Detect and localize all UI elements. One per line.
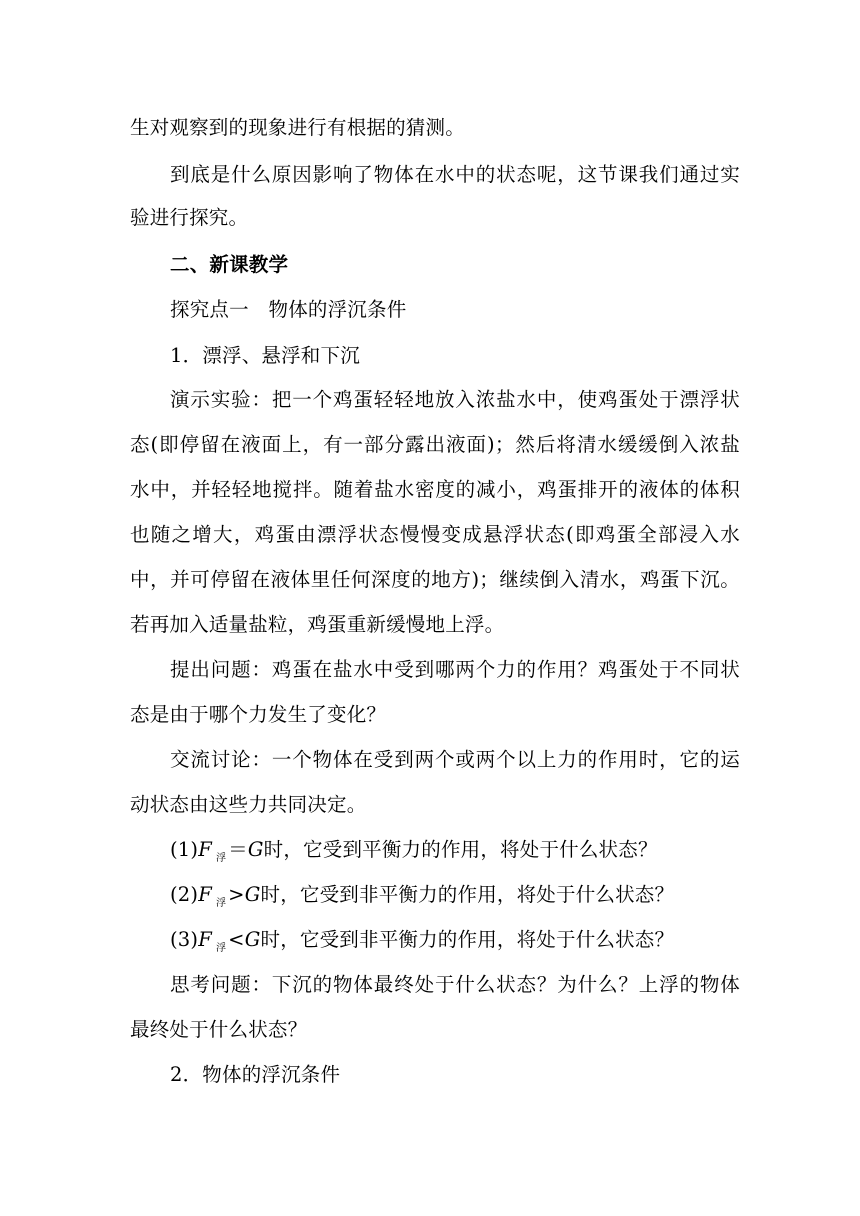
paragraph-line: 思考问题：下沉的物体最终处于什么状态？为什么？上浮的物体: [170, 973, 740, 996]
subsection-heading: 探究点一 物体的浮沉条件: [170, 298, 407, 321]
buoyancy-subscript: 浮: [215, 898, 227, 909]
subsection-heading: 2．物体的浮沉条件: [170, 1063, 341, 1086]
gravity-symbol: G: [247, 838, 264, 861]
paragraph-line: 中，并可停留在液体里任何深度的地方)；继续倒入清水，鸡蛋下沉。: [130, 568, 740, 591]
condition-text: 时，它受到非平衡力的作用，将处于什么状态？: [260, 883, 675, 906]
paragraph-line: 也随之增大，鸡蛋由漂浮状态慢慢变成悬浮状态(即鸡蛋全部浸入水: [130, 523, 740, 546]
paragraph-line: 动状态由这些力共同决定。: [130, 793, 367, 816]
condition-number: (1): [170, 838, 199, 861]
subsection-heading: 1．漂浮、悬浮和下沉: [170, 344, 360, 367]
paragraph-line: 验进行探究。: [130, 206, 249, 229]
condition-line-2: [170, 881, 740, 913]
condition-text: 时，它受到非平衡力的作用，将处于什么状态？: [260, 928, 675, 951]
paragraph-line: 最终处于什么状态？: [130, 1018, 308, 1041]
paragraph-line: 提出问题：鸡蛋在盐水中受到哪两个力的作用？鸡蛋处于不同状: [170, 658, 740, 681]
force-symbol: F: [198, 838, 212, 861]
paragraph-line: 到底是什么原因影响了物体在水中的状态呢，这节课我们通过实: [170, 163, 740, 186]
condition-line-3: [170, 926, 740, 958]
condition-text: 时，它受到平衡力的作用，将处于什么状态？: [263, 838, 658, 861]
condition-line-1: [170, 836, 740, 868]
condition-number: (3): [170, 928, 199, 951]
force-symbol: F: [198, 928, 212, 951]
paragraph-line: 态(即停留在液面上，有一部分露出液面)；然后将清水缓缓倒入浓盐: [130, 433, 740, 456]
force-symbol: F: [198, 883, 212, 906]
section-heading: 二、新课教学: [170, 253, 289, 276]
relation-symbol: >: [228, 883, 245, 906]
buoyancy-subscript: 浮: [215, 853, 227, 864]
paragraph-line: 水中，并轻轻地搅拌。随着盐水密度的减小，鸡蛋排开的液体的体积: [130, 478, 740, 501]
paragraph-line: 交流讨论：一个物体在受到两个或两个以上力的作用时，它的运: [170, 748, 740, 771]
relation-symbol: ＝: [228, 838, 248, 861]
gravity-symbol: G: [244, 883, 261, 906]
paragraph-line: 态是由于哪个力发生了变化？: [130, 703, 387, 726]
gravity-symbol: G: [244, 928, 261, 951]
condition-number: (2): [170, 883, 199, 906]
paragraph-line: 演示实验：把一个鸡蛋轻轻地放入浓盐水中，使鸡蛋处于漂浮状: [170, 388, 740, 411]
buoyancy-subscript: 浮: [215, 943, 227, 954]
paragraph-line: 生对观察到的现象进行有根据的猜测。: [130, 116, 465, 139]
relation-symbol: <: [228, 928, 245, 951]
paragraph-line: 若再加入适量盐粒，鸡蛋重新缓慢地上浮。: [130, 613, 505, 636]
